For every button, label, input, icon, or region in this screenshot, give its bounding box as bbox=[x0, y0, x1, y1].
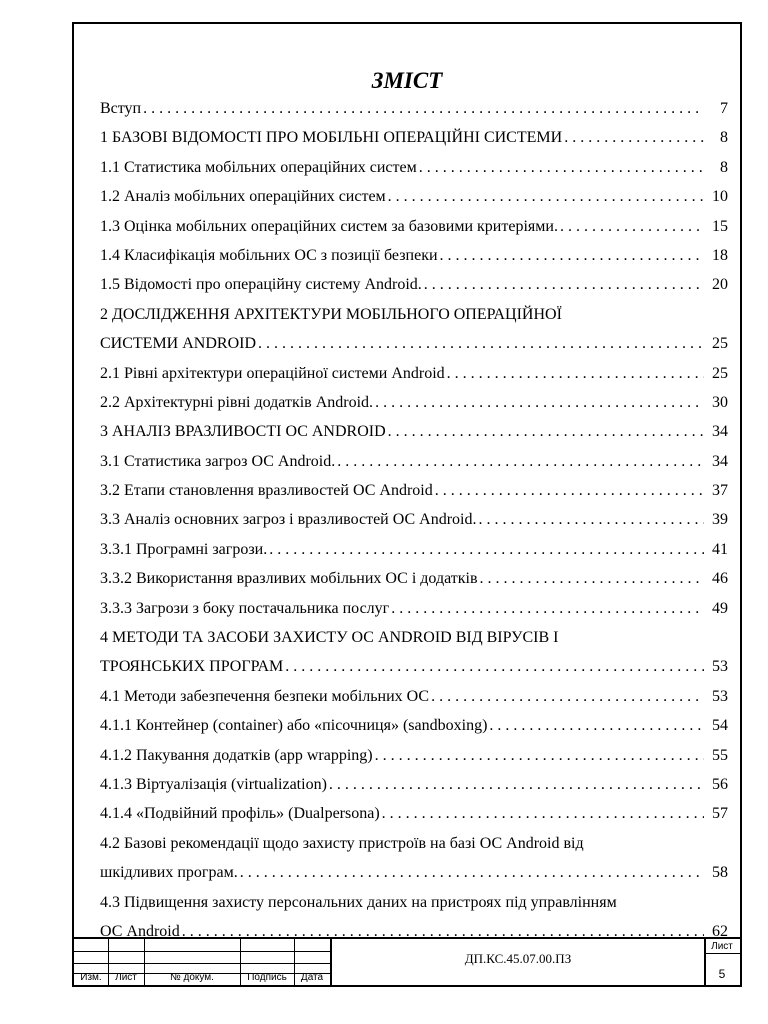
toc-entry bbox=[100, 94, 728, 123]
toc-entry bbox=[100, 741, 728, 770]
toc-entry bbox=[100, 623, 728, 652]
toc-entry bbox=[100, 711, 728, 740]
toc-entry bbox=[100, 388, 728, 417]
toc-entry-title: 1.4 Класифікація мобільних ОС з позиції безпеки bbox=[100, 246, 438, 264]
toc-entry-title: Вступ bbox=[100, 100, 142, 117]
toc-entry bbox=[100, 682, 728, 711]
toc-entry-page: 55 bbox=[712, 746, 728, 764]
toc-entry-page: 46 bbox=[712, 570, 728, 588]
toc-entry-title: ТРОЯНСЬКИХ ПРОГРАМ bbox=[100, 658, 284, 676]
toc-dot-leader bbox=[564, 123, 704, 152]
toc-entry-title: 3.3 Аналіз основних загроз і вразливостей ОС Android. bbox=[100, 511, 477, 529]
toc-entry-page: 18 bbox=[712, 246, 728, 264]
toc-entry-page: 58 bbox=[712, 864, 728, 882]
toc-entry bbox=[100, 888, 728, 917]
toc-entry-title: 1.1 Статистика мобільних операційних систем bbox=[100, 158, 417, 176]
toc-entry-page: 34 bbox=[712, 423, 728, 441]
toc-entry-page: 10 bbox=[712, 188, 728, 206]
table-of-contents bbox=[100, 94, 728, 946]
toc-entry bbox=[100, 182, 728, 211]
toc-dot-leader bbox=[424, 270, 704, 299]
toc-entry bbox=[100, 212, 728, 241]
toc-entry bbox=[100, 829, 728, 858]
toc-entry-page: 39 bbox=[712, 511, 728, 529]
toc-entry-page: 53 bbox=[712, 687, 728, 705]
toc-entry bbox=[100, 153, 728, 182]
stamp-label-signature: Подпись bbox=[247, 972, 287, 983]
toc-entry-title: 3.3.3 Загрози з боку постачальника послуг bbox=[100, 599, 390, 617]
toc-entry bbox=[100, 535, 728, 564]
toc-entry-title: 1.3 Оцінка мобільних операційних систем за базовими критеріями. bbox=[100, 217, 558, 235]
toc-entry bbox=[100, 858, 728, 887]
toc-entry bbox=[100, 799, 728, 828]
toc-entry-title: 4.1.1 Контейнер (container) або «пісочниця» (sandboxing) bbox=[100, 717, 488, 735]
toc-entry-title: 1.5 Відомості про операційну систему Android. bbox=[100, 276, 422, 294]
toc-entry-title: 4 МЕТОДИ ТА ЗАСОБИ ЗАХИСТУ ОС ANDROID ВІД ВІРУСІВ І bbox=[100, 629, 559, 647]
toc-dot-leader bbox=[478, 505, 704, 534]
toc-entry-page: 37 bbox=[712, 482, 728, 500]
page-frame bbox=[72, 22, 742, 987]
toc-entry-title: 4.1 Методи забезпечення безпеки мобільних ОС bbox=[100, 687, 430, 705]
page-title: ЗМІСТ bbox=[371, 68, 443, 93]
toc-entry-page: 25 bbox=[712, 364, 728, 382]
toc-entry-title: 3.3.2 Використання вразливих мобільних ОС і додатків bbox=[100, 570, 478, 588]
toc-dot-leader bbox=[329, 770, 704, 799]
toc-dot-leader bbox=[431, 682, 704, 711]
toc-entry-title: 1 БАЗОВІ ВІДОМОСТІ ПРО МОБІЛЬНІ ОПЕРАЦІЙНІ СИСТЕМИ bbox=[100, 129, 563, 147]
toc-dot-leader bbox=[337, 447, 704, 476]
toc-entry-title: 2.2 Архітектурні рівні додатків Android. bbox=[100, 393, 374, 411]
toc-dot-leader bbox=[382, 799, 704, 828]
toc-dot-leader bbox=[489, 711, 704, 740]
toc-entry-title: 4.1.2 Пакування додатків (app wrapping) bbox=[100, 746, 373, 764]
toc-entry bbox=[100, 594, 728, 623]
stamp-label-date: Дата bbox=[300, 972, 324, 983]
toc-dot-leader bbox=[375, 741, 704, 770]
toc-dot-leader bbox=[258, 329, 704, 358]
toc-dot-leader bbox=[391, 594, 704, 623]
toc-entry-title: 1.2 Аналіз мобільних операційних систем bbox=[100, 188, 386, 206]
toc-entry bbox=[100, 447, 728, 476]
toc-entry-title: 4.2 Базові рекомендації щодо захисту пристроїв на базі ОС Android від bbox=[100, 834, 584, 852]
toc-dot-leader bbox=[419, 153, 704, 182]
toc-dot-leader bbox=[269, 535, 704, 564]
toc-entry-page: 8 bbox=[720, 158, 728, 176]
toc-dot-leader bbox=[480, 564, 704, 593]
stamp-label-list: Лист bbox=[115, 972, 137, 983]
toc-entry bbox=[100, 270, 728, 299]
toc-entry-page: 30 bbox=[712, 393, 728, 411]
stamp-label-izm: Изм. bbox=[80, 972, 102, 983]
toc-dot-leader bbox=[435, 476, 704, 505]
toc-entry bbox=[100, 652, 728, 681]
toc-entry bbox=[100, 770, 728, 799]
toc-entry-title: 3.1 Статистика загроз ОС Android. bbox=[100, 452, 336, 470]
toc-entry-title: 3.2 Етапи становлення вразливостей ОС Android bbox=[100, 482, 433, 500]
toc-entry bbox=[100, 417, 728, 446]
toc-entry-title: 3 АНАЛІЗ ВРАЗЛИВОСТІ ОС ANDROID bbox=[100, 423, 386, 441]
toc-dot-leader bbox=[285, 652, 704, 681]
toc-entry-page: 62 bbox=[712, 922, 728, 940]
toc-dot-leader bbox=[240, 858, 704, 887]
toc-dot-leader bbox=[560, 212, 704, 241]
toc-entry-page: 20 bbox=[712, 276, 728, 294]
toc-entry-page: 15 bbox=[712, 217, 728, 235]
sheet-number: 5 bbox=[718, 967, 726, 981]
toc-dot-leader bbox=[440, 241, 704, 270]
toc-dot-leader bbox=[388, 417, 704, 446]
toc-entry-title: 4.3 Підвищення захисту персональних даних на пристроях під управлінням bbox=[100, 893, 617, 911]
toc-entry-title: 4.1.4 «Подвійний профіль» (Dualpersona) bbox=[100, 805, 380, 823]
toc-entry bbox=[100, 123, 728, 152]
title-block bbox=[74, 937, 740, 985]
toc-entry-page: 7 bbox=[720, 100, 728, 117]
stamp-label-doc-number: № докум. bbox=[170, 972, 214, 983]
toc-entry bbox=[100, 505, 728, 534]
toc-dot-leader bbox=[375, 388, 704, 417]
toc-entry bbox=[100, 359, 728, 388]
toc-entry-title: 2 ДОСЛІДЖЕННЯ АРХІТЕКТУРИ МОБІЛЬНОГО ОПЕРАЦІЙНОЇ bbox=[100, 305, 562, 323]
sheet-label: Лист bbox=[711, 941, 733, 952]
toc-entry bbox=[100, 476, 728, 505]
toc-entry-page: 8 bbox=[720, 129, 728, 147]
toc-entry-page: 34 bbox=[712, 452, 728, 470]
toc-dot-leader bbox=[447, 359, 704, 388]
toc-entry bbox=[100, 300, 728, 329]
toc-entry-page: 25 bbox=[712, 335, 728, 353]
toc-dot-leader bbox=[143, 94, 704, 123]
toc-entry-page: 53 bbox=[712, 658, 728, 676]
document-code: ДП.КС.45.07.00.ПЗ bbox=[464, 951, 572, 966]
toc-dot-leader bbox=[388, 182, 704, 211]
toc-entry-page: 54 bbox=[712, 717, 728, 735]
toc-entry-page: 49 bbox=[712, 599, 728, 617]
toc-entry-title: 4.1.3 Віртуалізація (virtualization) bbox=[100, 775, 327, 793]
toc-entry bbox=[100, 241, 728, 270]
toc-entry bbox=[100, 564, 728, 593]
toc-entry-title: СИСТЕМИ ANDROID bbox=[100, 335, 256, 353]
toc-entry-title: шкідливих програм. bbox=[100, 864, 238, 882]
toc-entry-page: 56 bbox=[712, 775, 728, 793]
toc-entry bbox=[100, 329, 728, 358]
toc-entry-page: 41 bbox=[712, 540, 728, 558]
toc-entry-title: 3.3.1 Програмні загрози. bbox=[100, 540, 268, 558]
toc-entry-title: ОС Android bbox=[100, 922, 180, 940]
toc-entry-title: 2.1 Рівні архітектури операційної системи Android bbox=[100, 364, 445, 382]
toc-entry-page: 57 bbox=[712, 805, 728, 823]
